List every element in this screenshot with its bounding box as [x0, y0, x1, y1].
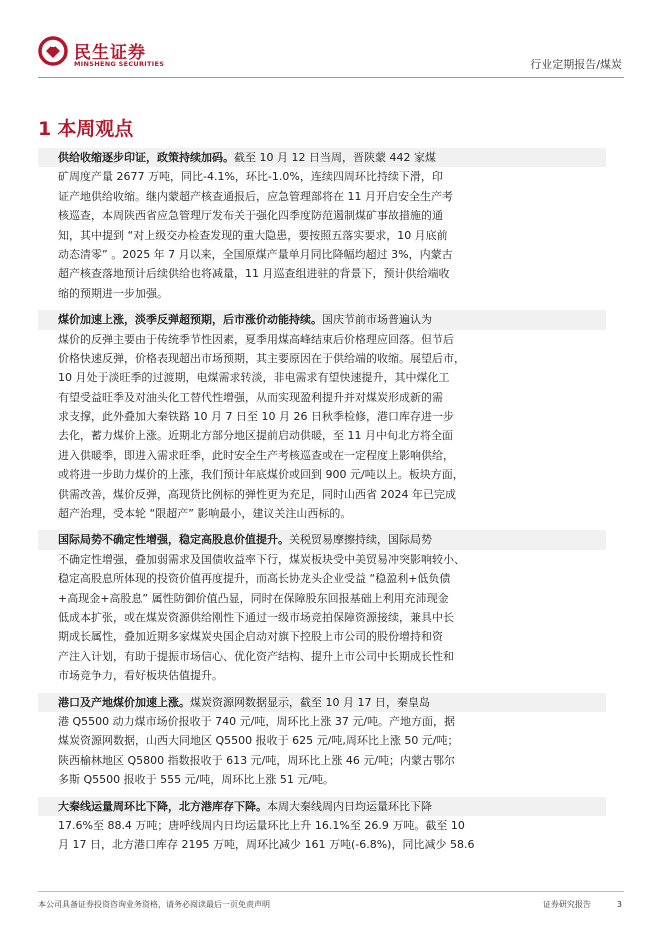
- paragraph-line: [58, 465, 624, 484]
- paragraph-text: 产注入计划，有助于提振市场信心、优化资产结构、提升上市公司中长期成长性和: [58, 649, 454, 663]
- paragraph-text: 缩的预期进一步加强。: [58, 286, 168, 300]
- paragraph-text: 超产治理，受本轮 “限超产” 影响最小，建议关注山西标的。: [58, 507, 352, 521]
- paragraph-text: 多斯 Q5500 报收于 555 元/吨，周环比上涨 51 元/吨。: [58, 773, 335, 787]
- paragraph-text: 煤价的反弹主要由于传统季节性因素，夏季用煤高峰结束后价格理应回落。但节后: [58, 332, 454, 346]
- paragraph-text: 港 Q5500 动力煤市场价报收于 740 元/吨，周环比上涨 37 元/吨。产地方面，据: [58, 714, 456, 728]
- brand-logo-icon: [38, 36, 68, 66]
- paragraph-text: 煤炭资源网数据，山西大同地区 Q5500 报收于 625 元/吨,周环比上涨 50 元/吨；: [58, 734, 459, 748]
- page-number: 3: [616, 900, 622, 909]
- paragraph-line: [58, 693, 624, 712]
- paragraph-line: [58, 569, 624, 588]
- paragraph-text: 求支撑，此外叠加大秦铁路 10 月 7 日至 10 月 26 日秋季检修，港口库存进一步: [58, 410, 454, 424]
- section-title-text: 本周观点: [57, 118, 134, 140]
- paragraph-line: [58, 368, 624, 387]
- paragraph-line: [58, 770, 624, 789]
- paragraph-line: [58, 388, 624, 407]
- paragraph-text: 期成长属性，叠加近期多家煤炭央国企启动对旗下控股上市公司的股份增持和资: [58, 630, 443, 644]
- paragraph-text: 核巡查，本周陕西省应急管理厅发布关于强化四季度防范遏制煤矿事故措施的通: [58, 209, 443, 223]
- brand-name-en: MINSHENG SECURITIES: [74, 60, 165, 68]
- paragraph-line: [58, 426, 624, 445]
- paragraph-line: [58, 589, 624, 608]
- paragraph-line: [58, 666, 624, 685]
- paragraph: [58, 693, 624, 790]
- report-body: [58, 148, 624, 862]
- header-divider: [38, 77, 624, 78]
- paragraph-text: 知，其中提到 “对上级交办检查发现的重大隐患，要按照五落实要求，10 月底前: [58, 228, 448, 242]
- paragraph-line: [58, 627, 624, 646]
- paragraph-line: [58, 206, 624, 225]
- paragraph-line: [58, 167, 624, 186]
- paragraph-line: [58, 731, 624, 750]
- paragraph-line: [58, 485, 624, 504]
- paragraph-line: [58, 797, 624, 816]
- paragraph-text: 月 17 日，北方港口库存 2195 万吨，周环比减少 161 万吨(-6.8%)，同比减少 58.6: [58, 838, 475, 852]
- paragraph-line: [58, 284, 624, 303]
- paragraph-line: [58, 647, 624, 666]
- paragraph-text: 国庆节前市场普遍认为: [322, 313, 432, 327]
- paragraph-lead: 国际局势不确定性增强，稳定高股息价值提升。: [58, 533, 289, 547]
- page-header: [0, 0, 662, 80]
- paragraph: [58, 797, 624, 855]
- paragraph-text: 或将进一步助力煤价的上涨，我们预计年底煤价或回到 900 元/吨以上。板块方面，: [58, 468, 464, 482]
- paragraph-text: 不确定性增强，叠加弱需求及国债收益率下行，煤炭板块受中美贸易冲突影响较小、: [58, 552, 465, 566]
- paragraph-line: [58, 264, 624, 283]
- footer-disclaimer: 本公司具备证券投资咨询业务资格，请务必阅读最后一页免责声明: [38, 900, 270, 909]
- section-number: 1: [38, 118, 52, 140]
- paragraph-text: 陕西榆林地区 Q5800 指数报收于 613 元/吨，周环比上涨 46 元/吨；内蒙古鄂尔: [58, 753, 456, 767]
- brand-name-cn: 民生证券: [74, 43, 146, 63]
- paragraph-line: [58, 530, 624, 549]
- paragraph-text: 进入供暖季，即进入需求旺季，此时安全生产考核巡查或在一定程度上影响供给，: [58, 448, 454, 462]
- paragraph-text: 低成本扩张，或在煤炭资源供给刚性下通过一级市场竞拍保障资源接续，兼具中长: [58, 610, 454, 624]
- paragraph-text: 价格快速反弹，价格表现超出市场预期，其主要原因在于供给端的收缩。展望后市，: [58, 351, 465, 365]
- paragraph-line: [58, 226, 624, 245]
- paragraph: [58, 530, 624, 685]
- paragraph-text: 关税贸易摩擦持续，国际局势: [289, 533, 432, 547]
- paragraph-line: [58, 310, 624, 329]
- report-type: 行业定期报告/煤炭: [530, 58, 622, 71]
- paragraph-text: 有望受益旺季及对油头化工替代性增强，从而实现盈利提升并对煤炭形成新的需: [58, 390, 443, 404]
- paragraph-line: [58, 349, 624, 368]
- paragraph-text: 供需改善，煤价反弹，高现货比例标的弹性更为充足，同时山西省 2024 年已完成: [58, 487, 456, 501]
- paragraph-text: 矿周度产量 2677 万吨，同比-4.1%，环比-1.0%，连续四周环比持续下滑，印: [58, 170, 443, 184]
- paragraph-text: 17.6%至 88.4 万吨；唐呼线周内日均运量环比上升 16.1%至 26.9 万吨。截至 10: [58, 818, 465, 832]
- paragraph-line: [58, 407, 624, 426]
- paragraph-line: [58, 835, 624, 854]
- paragraph-line: [58, 816, 624, 835]
- footer-divider: [38, 891, 624, 892]
- paragraph-line: [58, 245, 624, 264]
- section-title: [38, 114, 133, 141]
- paragraph-line: [58, 187, 624, 206]
- paragraph-lead: 大秦线运量周环比下降，北方港库存下降。: [58, 799, 267, 813]
- paragraph-text: 证产地供给收缩。继内蒙超产核查通报后，应急管理部将在 11 月开启安全生产考: [58, 189, 453, 203]
- paragraph-lead: 港口及产地煤价加速上涨。: [58, 695, 190, 709]
- paragraph-text: 10 月处于淡旺季的过渡期，电煤需求转淡，非电需求有望快速提升，其中煤化工: [58, 371, 450, 385]
- paragraph: [58, 148, 624, 303]
- paragraph-text: 市场竞争力，看好板块估值提升。: [58, 669, 223, 683]
- paragraph-lead: 供给收缩逐步印证，政策持续加码。: [58, 151, 234, 164]
- paragraph-line: [58, 148, 624, 167]
- paragraph-text: 截至 10 月 12 日当周，晋陕蒙 442 家煤: [234, 151, 436, 164]
- paragraph-line: [58, 504, 624, 523]
- paragraph-line: [58, 751, 624, 770]
- brand-logo: [38, 36, 198, 76]
- paragraph-line: [58, 712, 624, 731]
- paragraph-lead: 煤价加速上涨，淡季反弹超预期，后市涨价动能持续。: [58, 313, 322, 327]
- footer-doc-type: 证券研究报告: [542, 900, 591, 909]
- paragraph: [58, 310, 624, 523]
- paragraph-line: [58, 608, 624, 627]
- paragraph-line: [58, 550, 624, 569]
- paragraph-text: 煤炭资源网数据显示，截至 10 月 17 日，秦皇岛: [190, 695, 430, 709]
- paragraph-text: +高现金+高股息” 属性防御价值凸显，同时在保障股东回报基础上利用充沛现金: [58, 591, 449, 605]
- paragraph-text: 动态清零” 。2025 年 7 月以来，全国原煤产量单月同比降幅均超过 3%，内蒙古: [58, 247, 453, 261]
- paragraph-text: 本周大秦线周内日均运量环比下降: [267, 799, 432, 813]
- paragraph-line: [58, 330, 624, 349]
- paragraph-text: 超产核查落地预计后续供给也将减量，11 月巡查组进驻的背景下，预计供给端收: [58, 267, 450, 281]
- paragraph-text: 去化，蓄力煤价上涨。近期北方部分地区提前启动供暖，至 11 月中旬北方将全面: [58, 429, 453, 443]
- paragraph-text: 稳定高股息所体现的投资价值再度提升，而高长协龙头企业受益 “稳盈利+低负债: [58, 572, 451, 586]
- paragraph-line: [58, 446, 624, 465]
- footer-right: [543, 899, 622, 910]
